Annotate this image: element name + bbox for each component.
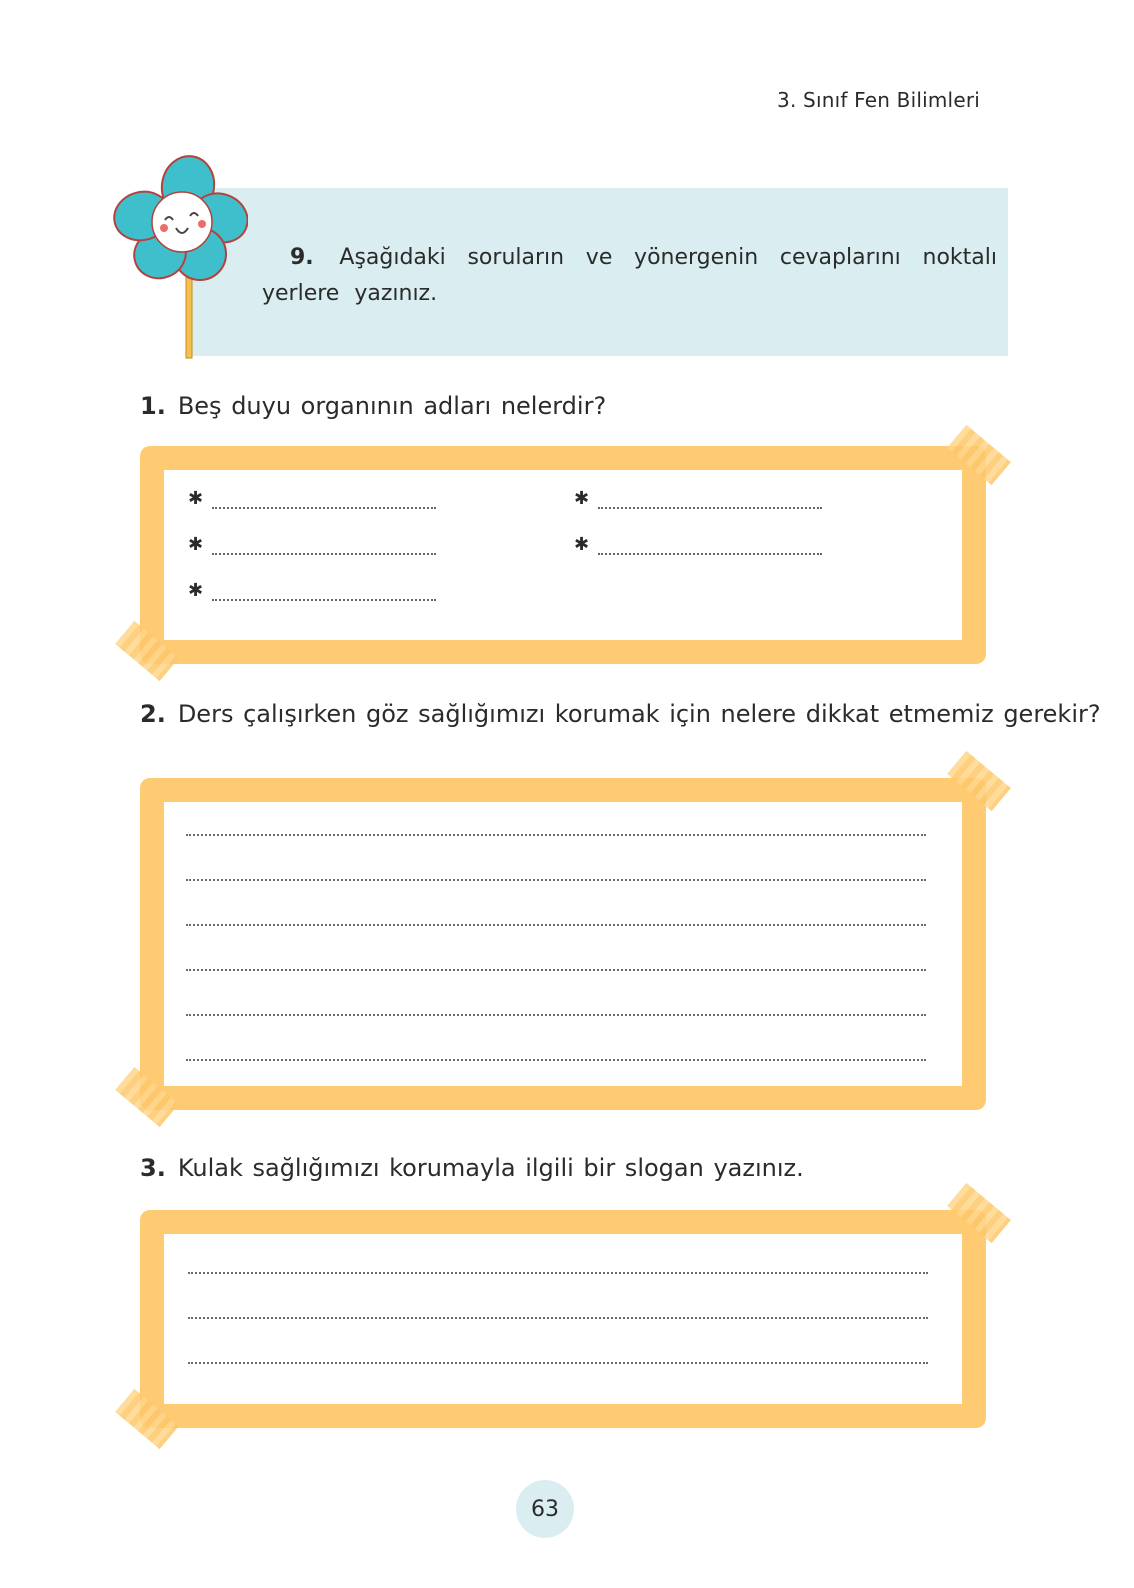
question-2-number: 2.	[140, 700, 166, 728]
question-3-text: Kulak sağlığımızı korumayla ilgili bir slogan yazınız.	[177, 1154, 804, 1182]
asterisk-icon: ✱	[188, 488, 204, 509]
answer-line-2c[interactable]	[186, 922, 926, 926]
question-1-number: 1.	[140, 392, 166, 420]
asterisk-icon: ✱	[574, 488, 590, 509]
instruction-number: 9.	[290, 245, 314, 270]
instruction-text	[262, 240, 997, 312]
answer-frame-1	[140, 446, 986, 664]
question-1	[140, 392, 606, 420]
answer-line-2d[interactable]	[186, 967, 926, 971]
answer-blank-1b[interactable]	[188, 534, 436, 555]
answer-line-3c[interactable]	[188, 1360, 928, 1364]
asterisk-icon: ✱	[574, 534, 590, 555]
question-1-text: Beş duyu organının adları nelerdir?	[177, 392, 607, 420]
page-number	[516, 1480, 574, 1538]
instruction-banner	[190, 188, 1008, 356]
answer-blank-1c[interactable]	[188, 580, 436, 601]
answer-frame-3	[140, 1210, 986, 1428]
asterisk-icon: ✱	[188, 534, 204, 555]
instruction-body: Aşağıdaki soruların ve yönergenin cevaplarını noktalı yerlere yazınız.	[262, 245, 997, 306]
answer-line-3a[interactable]	[188, 1270, 928, 1274]
answer-blank-1a[interactable]	[188, 488, 436, 509]
asterisk-icon: ✱	[188, 580, 204, 601]
answer-line-2a[interactable]	[186, 832, 926, 836]
answer-blank-1e[interactable]	[574, 534, 822, 555]
question-3	[140, 1154, 804, 1182]
question-3-number: 3.	[140, 1154, 166, 1182]
flower-mascot-icon	[108, 150, 248, 360]
answer-line-2b[interactable]	[186, 877, 926, 881]
page-number-text: 63	[531, 1496, 559, 1522]
question-2	[140, 700, 1101, 728]
answer-line-2f[interactable]	[186, 1057, 926, 1061]
header-subject: 3. Sınıf Fen Bilimleri	[777, 88, 980, 112]
answer-line-2e[interactable]	[186, 1012, 926, 1016]
answer-line-3b[interactable]	[188, 1315, 928, 1319]
answer-blank-1d[interactable]	[574, 488, 822, 509]
question-2-text: Ders çalışırken göz sağlığımızı korumak için nelere dikkat etmemiz gerekir?	[177, 700, 1101, 728]
